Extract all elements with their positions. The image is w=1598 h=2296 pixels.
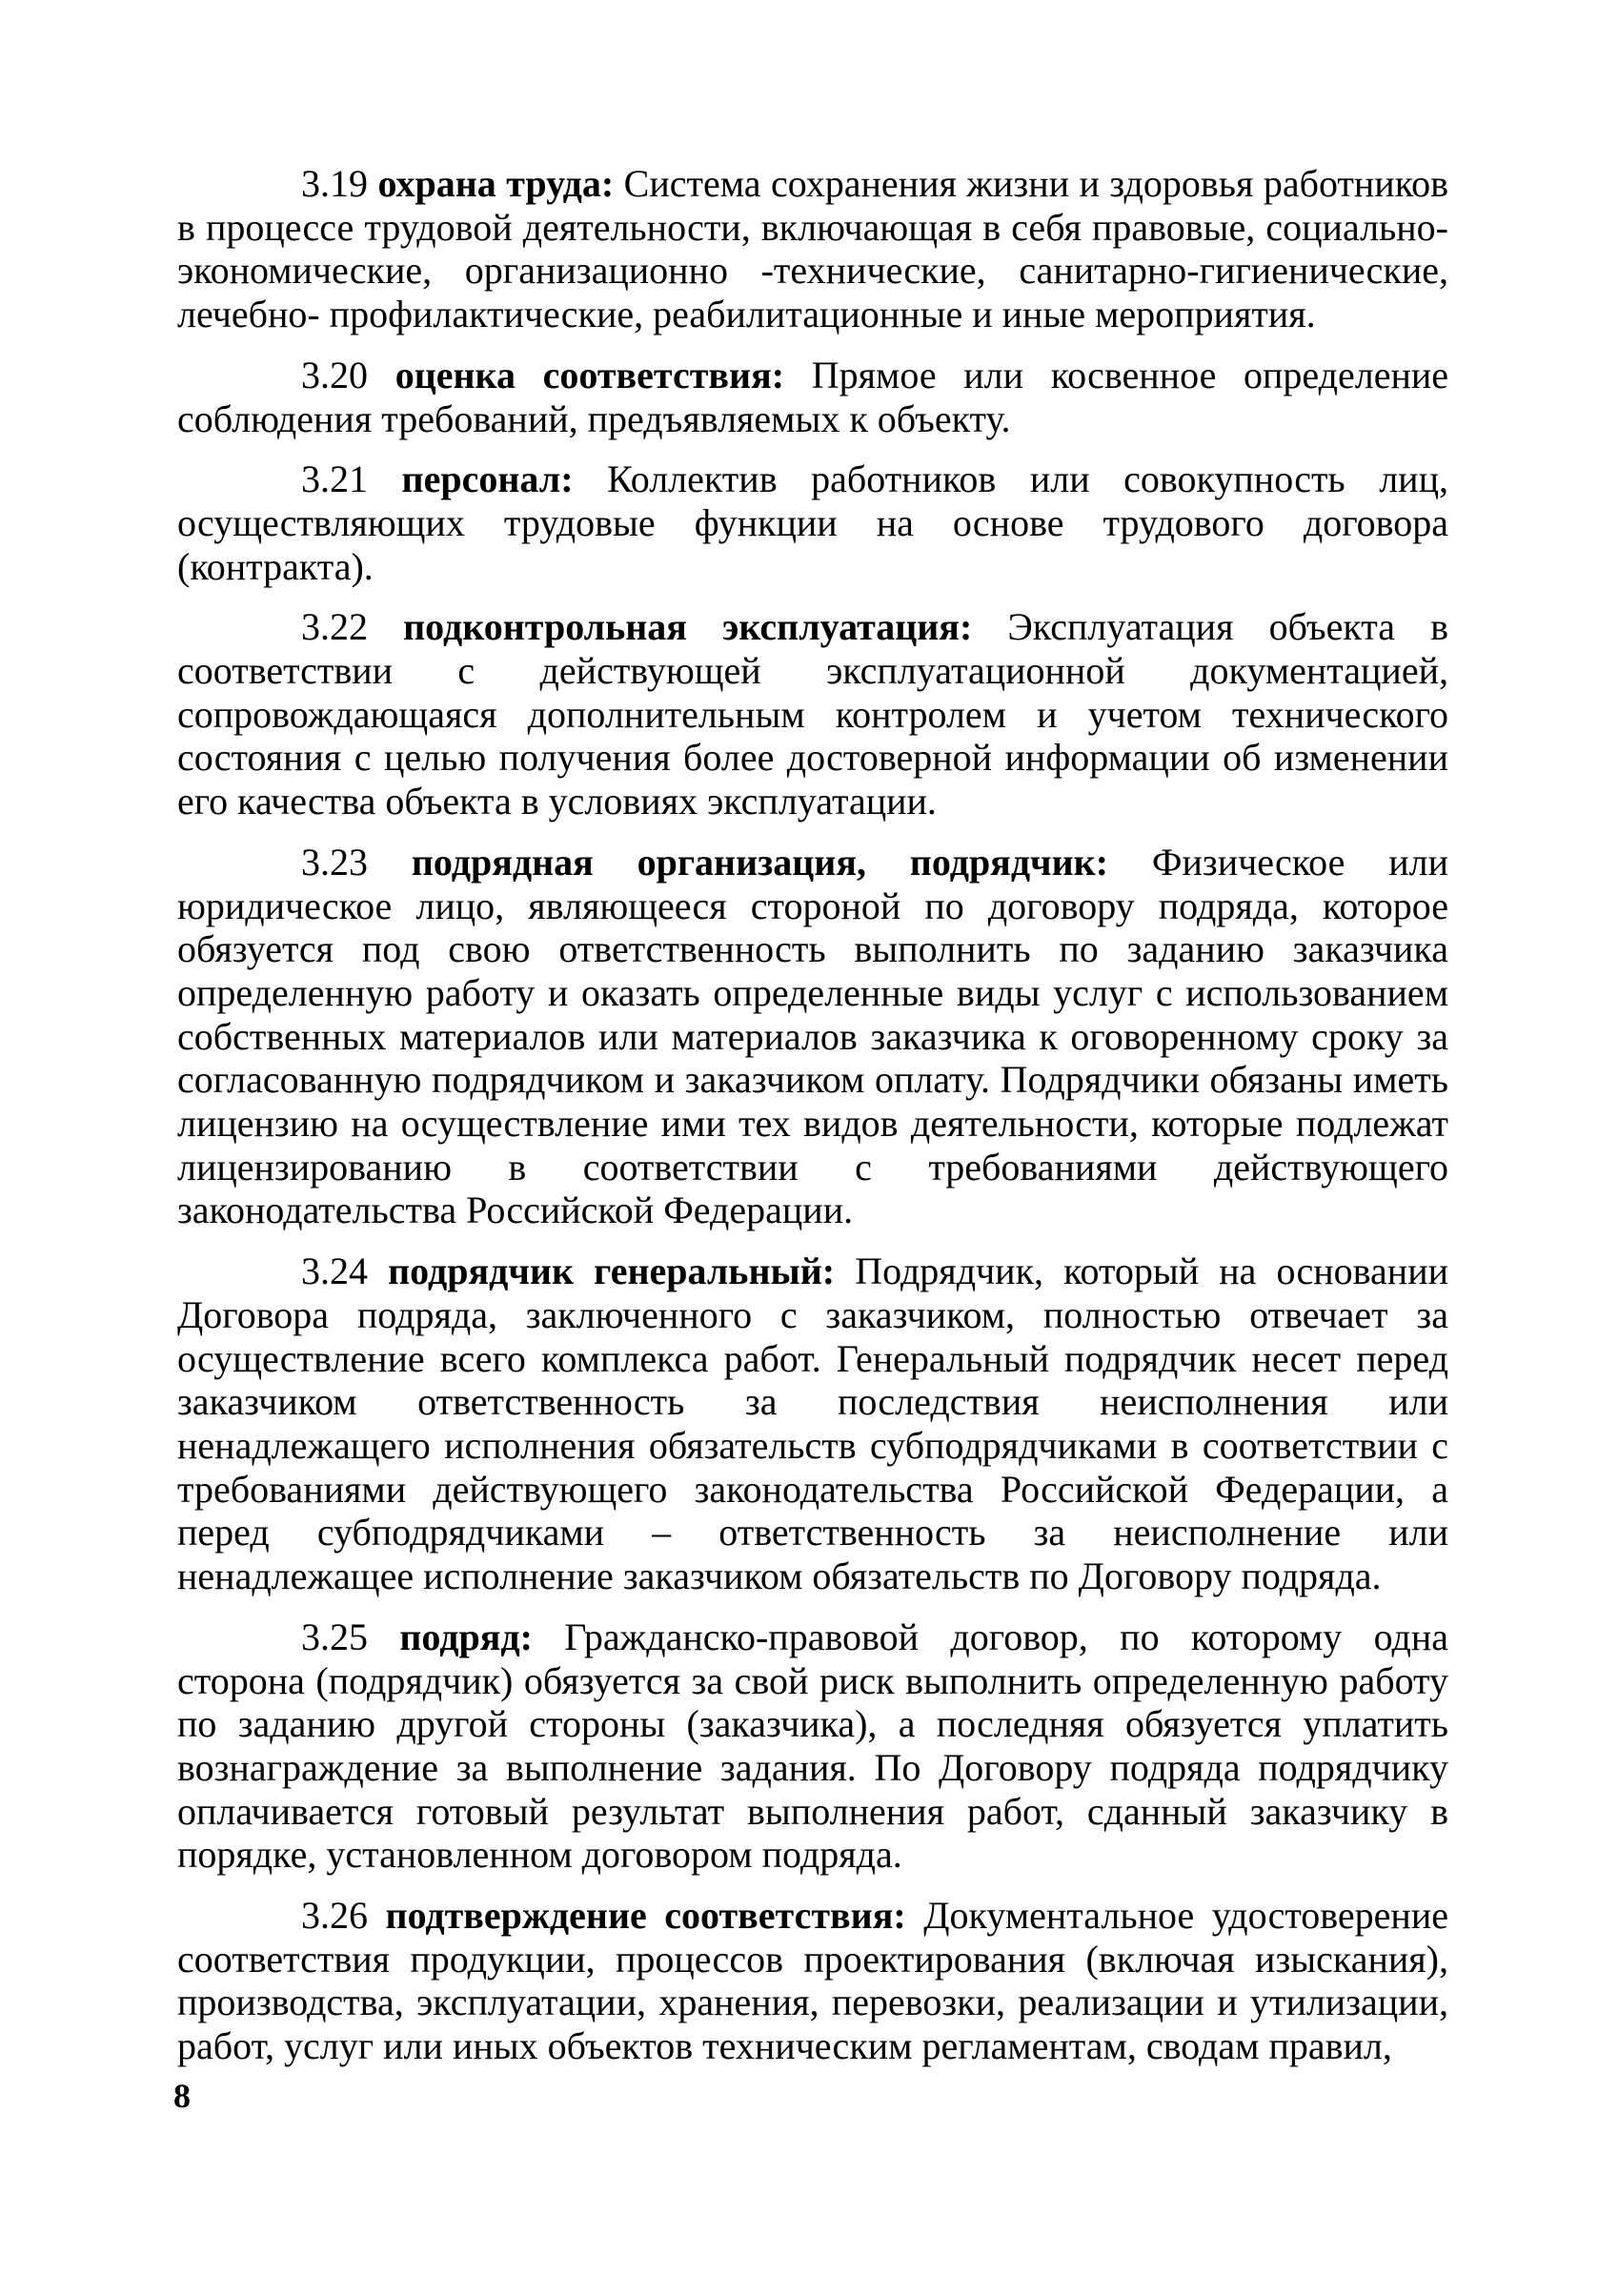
term-3-24: [177, 1250, 1448, 1598]
term-name: подконтрольная эксплуатация:: [403, 605, 973, 649]
term-3-22: [177, 605, 1448, 823]
term-name: подряд:: [399, 1615, 533, 1658]
term-number: 3.19: [301, 162, 368, 205]
term-number: 3.23: [301, 840, 368, 884]
term-3-25: [177, 1615, 1448, 1877]
term-number: 3.25: [301, 1615, 368, 1658]
term-number: 3.22: [301, 605, 368, 649]
term-definition: Коллектив работников или совокупность лиц, осуществляющих трудовые функции на основе трудового договора (контракта).: [177, 457, 1448, 588]
term-definition: Эксплуатация объекта в соответствии с действующей эксплуатационной документацией, сопровождающаяся дополнительным контролем и учетом технического состояния с целью получения более достоверной информации об изменении его качества объекта в условиях эксплуатации.: [177, 605, 1448, 823]
term-definition: Подрядчик, который на основании Договора подряда, заключенного с заказчиком, полностью отвечает за осуществление всего комплекса работ. Генеральный подрядчик несет перед заказчиком ответственность за последствия неисполнения или ненадлежащего исполнения обязательств субподрядчиками в соответствии с требованиями действующего законодательства Российской Федерации, а перед субподрядчиками – ответственность за неисполнение или ненадлежащее исполнение заказчиком обязательств по Договору подряда.: [177, 1250, 1449, 1598]
term-definition: Гражданско-правовой договор, по которому одна сторона (подрядчик) обязуется за свой риск выполнить определенную работу по заданию другой стороны (заказчика), а последняя обязуется уплатить вознаграждение за выполнение задания. По Договору подряда подрядчику оплачивается готовый результат выполнения работ, сданный заказчику в порядке, установленном договором подряда.: [177, 1615, 1449, 1877]
term-3-19: [177, 162, 1448, 336]
term-3-26: [177, 1894, 1448, 2068]
term-definition: Физическое или юридическое лицо, являющееся стороной по договору подряда, которое обязуется под свою ответственность выполнить по заданию заказчика определенную работу и оказать определенные виды услуг с использованием собственных материалов или материалов заказчика к оговоренному сроку за согласованную подрядчиком и заказчиком оплату. Подрядчики обязаны иметь лицензию на осуществление ими тех видов деятельности, которые подлежат лицензированию в соответствии с требованиями действующего законодательства Российской Федерации.: [177, 840, 1449, 1232]
term-name: подрядчик генеральный:: [388, 1250, 836, 1293]
term-definition: Документальное удостоверение соответствия продукции, процессов проектирования (включая изыскания), производства, эксплуатации, хранения, перевозки, реализации и утилизации, работ, услуг или иных объектов техническим регламентам, сводам правил,: [177, 1894, 1448, 2068]
term-3-20: [177, 354, 1448, 440]
term-number: 3.21: [301, 457, 368, 501]
term-name: подтверждение соответствия:: [385, 1894, 906, 1938]
term-definition: Прямое или косвенное определение соблюдения требований, предъявляемых к объекту.: [177, 353, 1449, 440]
term-number: 3.20: [301, 353, 368, 396]
page-number: 8: [173, 2077, 191, 2115]
term-name: оценка соответствия:: [394, 353, 785, 396]
term-3-21: [177, 457, 1448, 588]
term-name: охрана труда:: [377, 162, 615, 205]
term-name: подрядная организация, подрядчик:: [411, 840, 1109, 884]
term-3-23: [177, 841, 1448, 1232]
term-name: персонал:: [401, 457, 574, 501]
term-number: 3.24: [301, 1250, 368, 1293]
term-number: 3.26: [301, 1894, 368, 1938]
document-body: [177, 162, 1448, 2085]
term-definition: Система сохранения жизни и здоровья работников в процессе трудовой деятельности, включающая в себя правовые, социально- экономические, организационно -технические, санитарно-гигиенические, лечебно- профилактические, реабилитационные и иные мероприятия.: [177, 162, 1448, 336]
